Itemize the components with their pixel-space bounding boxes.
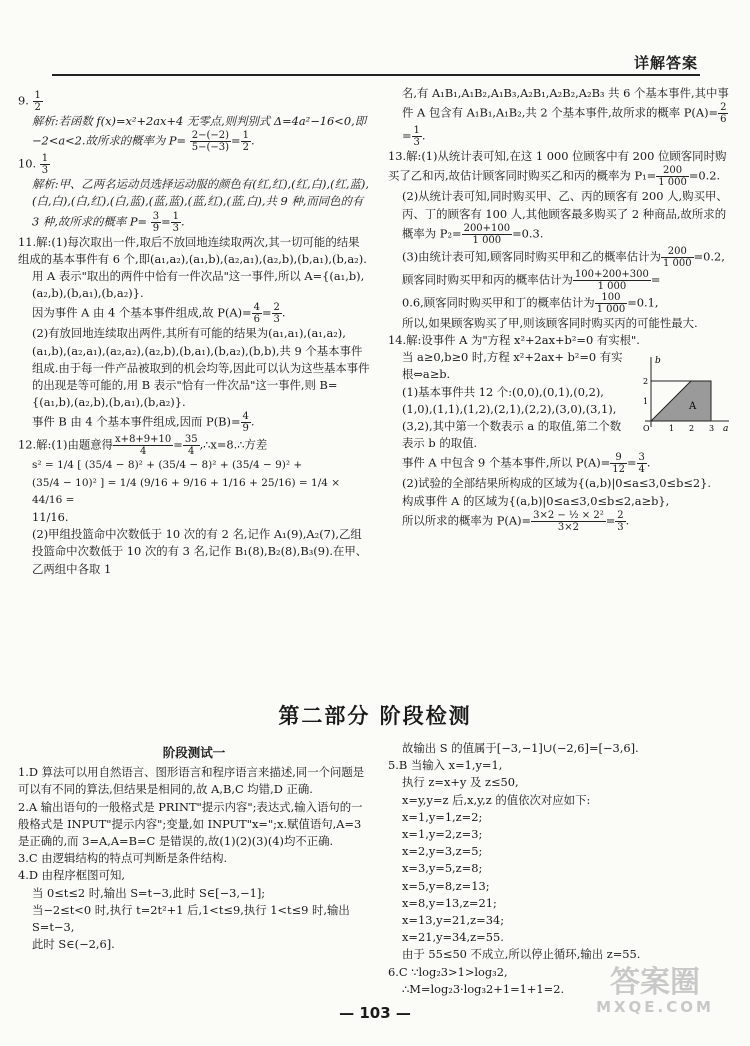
q14-condition: 当 a≥0,b≥0 时,方程 x²+2ax+ b²=0 有实根⇔a≥b. bbox=[402, 350, 623, 382]
watermark-logo: 答案圈 MXQE.COM bbox=[596, 965, 714, 1016]
test-q5-row: x=1,y=1,z=2; bbox=[402, 809, 483, 824]
q11-part1: 11.解:(1)每次取出一件,取后不放回地连续取两次,其一切可能的结果组成的基本事件有 6 个,即(a₁,a₂),(a₁,b),(a₂,a₁),(a₂,b),(b,a₁),(b,a₂). bbox=[18, 234, 367, 266]
graph-tick-x2: 2 bbox=[689, 424, 695, 434]
page-number: — 103 — bbox=[339, 1004, 411, 1022]
test-q5: 5.B 当输入 x=1,y=1, bbox=[388, 758, 503, 773]
test-q6-result: ∴M=log₂3·log₃2+1=1+1=2. bbox=[402, 981, 565, 996]
test-q5-step1: 执行 z=x+y 及 z≤50, bbox=[402, 775, 519, 790]
q10-solution: 解析:甲、乙两名运动员选择运动服的颜色有(红,红),(红,白),(红,蓝),(白,白),(白,红),(白,蓝),(蓝,蓝),(蓝,红),(蓝,白),共 9 种,而同色的有 3 种,故所求的概率 P= $\frac{3}{9}$ = $\frac{1}{3}$ . bbox=[32, 177, 369, 234]
test-q5-end: 由于 55≤50 不成立,所以停止循环,输出 z=55. bbox=[402, 947, 641, 962]
q12-variance-3: 11/16. bbox=[32, 510, 69, 525]
q12-part2: (2)甲组投篮命中次数低于 10 次的有 2 名,记作 A₁(9),A₂(7),乙组投篮命中次数低于 10 次的有 3 名,记作 B₁(8),B₂(8),B₃(9).在甲、乙两组中各取 1 bbox=[32, 527, 368, 576]
lower-right-column bbox=[388, 740, 733, 998]
q10-answer: 10. $\frac{1}{3}$ bbox=[18, 153, 49, 177]
left-column bbox=[18, 90, 370, 578]
header-title: 详解答案 bbox=[633, 54, 698, 72]
q13-part3: (3)由统计表可知,顾客同时购买甲和乙的概率估计为 $\frac{200}{1 000}$ =0.2, bbox=[402, 245, 725, 269]
graph-tick-y2: 2 bbox=[643, 377, 649, 387]
q9-answer: 9. $\frac{1}{2}$ bbox=[18, 90, 41, 113]
q13-conclusion: 所以,如果顾客购买了甲,则该顾客同时购买丙的可能性最大. bbox=[402, 315, 698, 330]
test-q5-row: x=3,y=5,z=8; bbox=[402, 861, 483, 876]
graph-tick-y1: 1 bbox=[643, 397, 649, 407]
test-q4-case2: 当−2≤t<0 时,执行 t=2t²+1 后,1<t≤9,执行 1<t≤9 时,输出 S=t−3, bbox=[32, 902, 350, 935]
q11-prob-b: 事件 B 由 4 个基本事件组成,因而 P(B)= $\frac{4}{9}$ . bbox=[32, 411, 255, 435]
test-q4: 4.D 由程序框图可知, bbox=[18, 868, 125, 883]
test-q4-result: 此时 S∈(−2,6]. bbox=[32, 937, 115, 952]
graph-b-label: b bbox=[655, 356, 661, 367]
q12-variance-2: (35/4 − 10)² ] = 1/4 (9/16 + 9/16 + 1/16 + 25/16) = 1/4 × 44/16 = bbox=[32, 476, 341, 506]
q13-part2: (2)从统计表可知,同时购买甲、乙、丙的顾客有 200 人,购买甲、丙、丁的顾客有 100 人,其他顾客最多购买了 2 种商品,故所求的概率为 P₂= $\frac{200+100}{1 000}$ =0.3. bbox=[402, 189, 728, 246]
graph-tick-x3: 3 bbox=[709, 424, 715, 434]
q12-part1: 12.解:(1)由题意得 $\frac{x+8+9+10}{4}$ = $\frac{35}{4}$ ,∴x=8.∴方差 bbox=[18, 434, 268, 458]
test-q6: 6.C ∵log₂3>1>log₃2, bbox=[388, 964, 508, 979]
right-column bbox=[388, 85, 733, 533]
q14-prob-2: 所以所求的概率为 P(A)= $\frac{\text{3×2 − ½ × 2²}}{3\times 2}$ = $\frac{2}{3}$ . bbox=[402, 509, 630, 533]
test-q4-case1: 当 0≤t≤2 时,输出 S=t−3,此时 S∈[−3,−1]; bbox=[32, 885, 266, 900]
q11-part2: (2)有放回地连续取出两件,其所有可能的结果为(a₁,a₁),(a₁,a₂),(a₁,b),(a₂,a₁),(a₂,a₂),(a₂,b),(b,a₁),(b,a₂),(b,b),共 9 个基本事件组成.由于每一件产品被取到的机会均等,因此可以认为这些基本事件的出现是等可能的,用 B 表示"恰有一件次品"这一事件,则 B={(a₁,b),(a₂,b),(b,a₁),(b,a₂)}. bbox=[32, 326, 370, 410]
q14-prob-1: 事件 A 中包含 9 个基本事件,所以 P(A)= $\frac{9}{12}$ = $\frac{3}{4}$ . bbox=[402, 452, 651, 476]
graph-region-label: A bbox=[689, 401, 697, 413]
test-q5-row: x=2,y=3,z=5; bbox=[402, 844, 483, 859]
q14-region-graph bbox=[635, 351, 733, 433]
test-q2: 2.A 输出语句的一般格式是 PRINT"提示内容";表达式,输入语句的一般格式是 INPUT"提示内容";变量,如 INPUT"x=";x.赋值语句,A=3 是正确的,而 3=A,A=B=C 是错误的,故(1)(2)(3)(4)均不正确. bbox=[18, 799, 363, 849]
q14-setup: 14.解:设事件 A 为"方程 x²+2ax+b²=0 有实根". bbox=[388, 333, 640, 348]
q14-part2: (2)试验的全部结果所构成的区域为{(a,b)|0≤a≤3,0≤b≤2}. bbox=[402, 476, 712, 491]
test-q5-row: x=1,y=2,z=3; bbox=[402, 827, 483, 842]
test-q4-conclusion: 故输出 S 的值属于[−3,−1]∪(−2,6]=[−3,6]. bbox=[402, 741, 639, 755]
q13-part3-b: 顾客同时购买甲和丙的概率估计为 $\frac{100+200+300}{1 000}$ = bbox=[402, 268, 661, 292]
graph-tick-x1: 1 bbox=[669, 424, 675, 434]
stage-test-title: 阶段测试一 bbox=[162, 745, 226, 760]
test-q5-row: x=21,y=34,z=55. bbox=[402, 930, 504, 945]
q14-part1: (1)基本事件共 12 个:(0,0),(0,1),(0,2),(1,0),(1,1),(1,2),(2,1),(2,2),(3,0),(3,1),(3,2),其中第一个数表示 a 的取值,第二个数表示 b 的取值. bbox=[402, 384, 622, 451]
q13-part1: 13.解:(1)从统计表可知,在这 1 000 位顾客中有 200 位顾客同时购买了乙和丙,故估计顾客同时购买乙和丙的概率为 P₁= $\frac{200}{1 000}$ =0.2. bbox=[388, 149, 727, 189]
test-q5-row: x=8,y=13,z=21; bbox=[402, 895, 497, 910]
q9-solution: 解析:若函数 f(x)=x²+2ax+4 无零点,则判别式 Δ=4a²−16<0,即−2<a<2.故所求的概率为 P= $\frac{2-(-2)}{5-(-3)}$ = $\frac{1}{2}$ . bbox=[32, 114, 367, 154]
test-q5-step2: x=y,y=z 后,x,y,z 的值依次对应如下: bbox=[402, 792, 591, 807]
test-q5-row: x=13,y=21,z=34; bbox=[402, 913, 505, 928]
graph-a-label: a bbox=[723, 424, 729, 434]
graph-region-a bbox=[651, 381, 711, 421]
q13-part3-c: 0.6,顾客同时购买甲和丁的概率估计为 $\frac{100}{1 000}$ =0.1, bbox=[402, 291, 659, 315]
test-q3: 3.C 由逻辑结构的特点可判断是条件结构. bbox=[18, 851, 228, 866]
lower-left-column bbox=[18, 742, 370, 953]
q11-event-a: 用 A 表示"取出的两件中恰有一件次品"这一事件,所以 A={(a₁,b),(a₂,b),(b,a₁),(b,a₂)}. bbox=[32, 269, 365, 301]
q12-variance-1: s² = 1/4 [ (35/4 − 8)² + (35/4 − 8)² + (35/4 − 9)² + bbox=[32, 459, 303, 472]
graph-origin: O bbox=[643, 424, 650, 434]
test-q5-row: x=5,y=8,z=13; bbox=[402, 878, 490, 893]
q12-continued: 名,有 A₁B₁,A₁B₂,A₁B₃,A₂B₁,A₂B₂,A₂B₃ 共 6 个基本事件,其中事件 A 包含有 A₁B₁,A₁B₂,共 2 个基本事件,故所求的概率 P(A)= $\frac{2}{6}$ = $\frac{1}{3}$ . bbox=[402, 86, 729, 149]
q11-prob-a: 因为事件 A 由 4 个基本事件组成,故 P(A)= $\frac{4}{6}$ = $\frac{2}{3}$ . bbox=[32, 302, 286, 326]
page-header bbox=[52, 48, 700, 76]
test-q1: 1.D 算法可以用自然语言、图形语言和程序语言来描述,同一个问题是可以有不同的算法,但结果是相同的,故 A,B,C 均错,D 正确. bbox=[18, 765, 365, 797]
q14-region-a: 构成事件 A 的区域为{(a,b)|0≤a≤3,0≤b≤2,a≥b}, bbox=[402, 493, 670, 508]
section-title: 第二部分 阶段检测 bbox=[278, 704, 472, 728]
